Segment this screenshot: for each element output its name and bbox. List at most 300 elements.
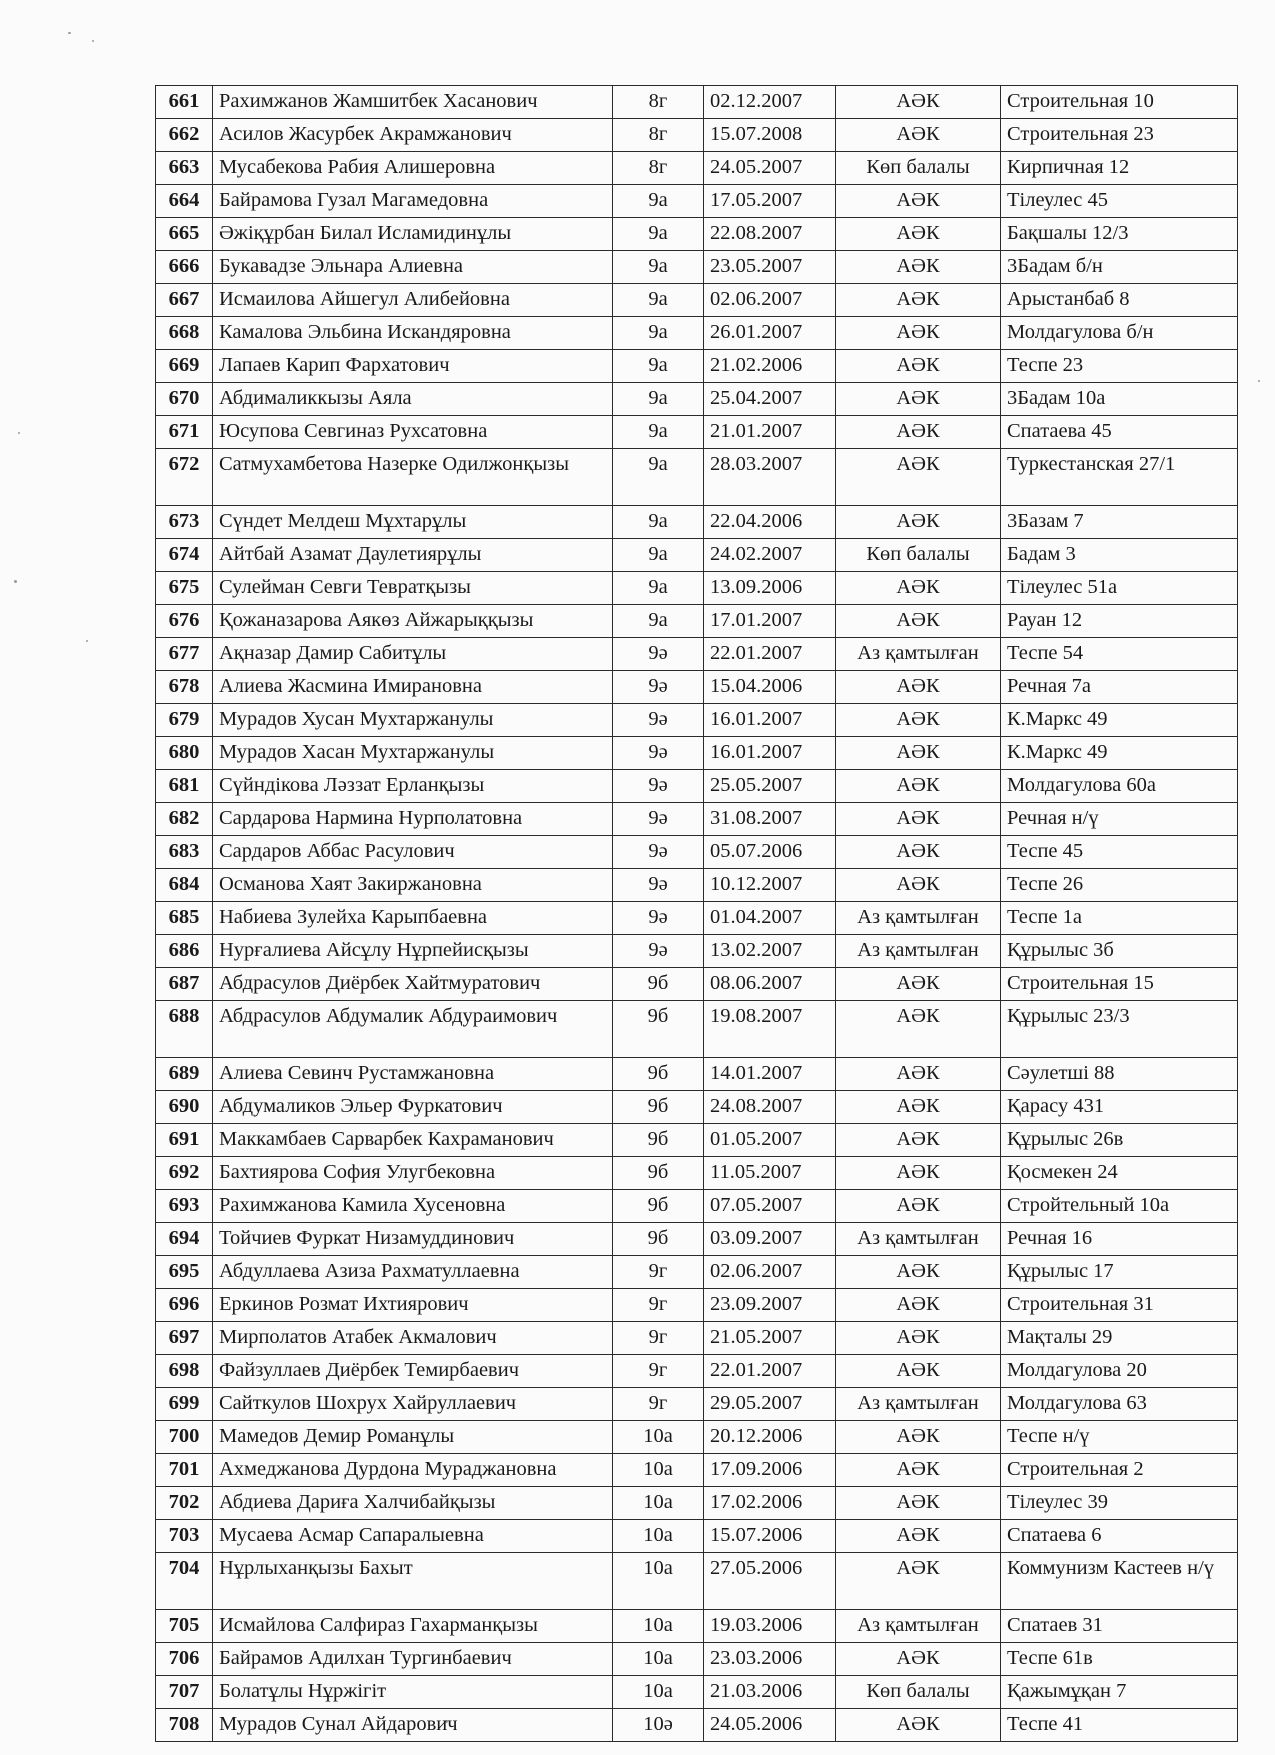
student-name-cell: Сүйндікова Ләззат Ерланқызы: [213, 770, 613, 803]
birth-date-cell: 26.01.2007: [704, 317, 836, 350]
table-row: [156, 449, 1238, 506]
home-address-cell: Стройтельный 10а: [1001, 1190, 1238, 1223]
table-row: [156, 1058, 1238, 1091]
table-row: [156, 506, 1238, 539]
row-number-cell: 663: [156, 152, 213, 185]
row-number-cell: 662: [156, 119, 213, 152]
student-name-cell: Еркинов Розмат Ихтиярович: [213, 1289, 613, 1322]
table-row: [156, 836, 1238, 869]
row-number-cell: 671: [156, 416, 213, 449]
row-number-cell: 678: [156, 671, 213, 704]
class-grade-cell: 9ә: [613, 638, 704, 671]
class-grade-cell: 9а: [613, 572, 704, 605]
home-address-cell: Молдагулова 63: [1001, 1388, 1238, 1421]
student-table-body: [156, 86, 1238, 1742]
row-number-cell: 691: [156, 1124, 213, 1157]
table-row: [156, 1421, 1238, 1454]
birth-date-cell: 13.02.2007: [704, 935, 836, 968]
home-address-cell: Теспе 41: [1001, 1709, 1238, 1742]
birth-date-cell: 01.04.2007: [704, 902, 836, 935]
class-grade-cell: 9б: [613, 1190, 704, 1223]
home-address-cell: Рауан 12: [1001, 605, 1238, 638]
table-row: [156, 1124, 1238, 1157]
home-address-cell: Кирпичная 12: [1001, 152, 1238, 185]
table-row: [156, 737, 1238, 770]
table-row: [156, 86, 1238, 119]
student-name-cell: Мирполатов Атабек Акмалович: [213, 1322, 613, 1355]
home-address-cell: Речная 7а: [1001, 671, 1238, 704]
row-number-cell: 685: [156, 902, 213, 935]
table-row: [156, 1454, 1238, 1487]
class-grade-cell: 10а: [613, 1454, 704, 1487]
home-address-cell: Спатаева 45: [1001, 416, 1238, 449]
social-category-cell: АӘК: [836, 251, 1001, 284]
student-name-cell: Әжіқұрбан Билал Исламидинұлы: [213, 218, 613, 251]
social-category-cell: Аз қамтылған: [836, 902, 1001, 935]
class-grade-cell: 9ә: [613, 704, 704, 737]
birth-date-cell: 21.03.2006: [704, 1676, 836, 1709]
table-row: [156, 1091, 1238, 1124]
home-address-cell: Бақшалы 12/3: [1001, 218, 1238, 251]
social-category-cell: АӘК: [836, 506, 1001, 539]
row-number-cell: 661: [156, 86, 213, 119]
home-address-cell: Бадам 3: [1001, 539, 1238, 572]
home-address-cell: Сәулетші 88: [1001, 1058, 1238, 1091]
social-category-cell: АӘК: [836, 1643, 1001, 1676]
student-name-cell: Абдумаликов Эльер Фуркатович: [213, 1091, 613, 1124]
class-grade-cell: 9а: [613, 218, 704, 251]
birth-date-cell: 15.04.2006: [704, 671, 836, 704]
row-number-cell: 698: [156, 1355, 213, 1388]
social-category-cell: АӘК: [836, 968, 1001, 1001]
home-address-cell: Теспе н/ү: [1001, 1421, 1238, 1454]
student-name-cell: Камалова Эльбина Искандяровна: [213, 317, 613, 350]
table-row: [156, 1223, 1238, 1256]
row-number-cell: 677: [156, 638, 213, 671]
class-grade-cell: 9ә: [613, 737, 704, 770]
row-number-cell: 664: [156, 185, 213, 218]
student-name-cell: Сүндет Мелдеш Мұхтарұлы: [213, 506, 613, 539]
row-number-cell: 700: [156, 1421, 213, 1454]
class-grade-cell: 8г: [613, 119, 704, 152]
home-address-cell: Спатаева 6: [1001, 1520, 1238, 1553]
social-category-cell: АӘК: [836, 119, 1001, 152]
home-address-cell: Теспе 54: [1001, 638, 1238, 671]
table-row: [156, 704, 1238, 737]
class-grade-cell: 10а: [613, 1643, 704, 1676]
table-row: [156, 1610, 1238, 1643]
table-row: [156, 1256, 1238, 1289]
class-grade-cell: 9ә: [613, 836, 704, 869]
birth-date-cell: 01.05.2007: [704, 1124, 836, 1157]
class-grade-cell: 9г: [613, 1322, 704, 1355]
home-address-cell: Молдагулова 20: [1001, 1355, 1238, 1388]
class-grade-cell: 9ә: [613, 902, 704, 935]
student-name-cell: Рахимжанов Жамшитбек Хасанович: [213, 86, 613, 119]
home-address-cell: Теспе 1а: [1001, 902, 1238, 935]
class-grade-cell: 10а: [613, 1520, 704, 1553]
birth-date-cell: 25.04.2007: [704, 383, 836, 416]
birth-date-cell: 02.12.2007: [704, 86, 836, 119]
birth-date-cell: 20.12.2006: [704, 1421, 836, 1454]
social-category-cell: Аз қамтылған: [836, 1388, 1001, 1421]
row-number-cell: 672: [156, 449, 213, 506]
social-category-cell: Аз қамтылған: [836, 638, 1001, 671]
home-address-cell: К.Маркс 49: [1001, 704, 1238, 737]
birth-date-cell: 02.06.2007: [704, 1256, 836, 1289]
student-name-cell: Абдиева Дариға Халчибайқызы: [213, 1487, 613, 1520]
home-address-cell: Тілеулес 39: [1001, 1487, 1238, 1520]
class-grade-cell: 9а: [613, 383, 704, 416]
class-grade-cell: 9б: [613, 968, 704, 1001]
social-category-cell: АӘК: [836, 1001, 1001, 1058]
birth-date-cell: 13.09.2006: [704, 572, 836, 605]
social-category-cell: АӘК: [836, 317, 1001, 350]
student-name-cell: Абдуллаева Азиза Рахматуллаевна: [213, 1256, 613, 1289]
student-name-cell: Сулейман Севги Тевратқызы: [213, 572, 613, 605]
student-name-cell: Мурадов Сунал Айдарович: [213, 1709, 613, 1742]
home-address-cell: Строительная 23: [1001, 119, 1238, 152]
table-row: [156, 770, 1238, 803]
table-row: [156, 251, 1238, 284]
scan-speck: [86, 640, 88, 642]
student-name-cell: Мурадов Хусан Мухтаржанулы: [213, 704, 613, 737]
birth-date-cell: 02.06.2007: [704, 284, 836, 317]
student-name-cell: Алиева Севинч Рустамжановна: [213, 1058, 613, 1091]
class-grade-cell: 10а: [613, 1421, 704, 1454]
class-grade-cell: 9а: [613, 317, 704, 350]
row-number-cell: 667: [156, 284, 213, 317]
scan-speck: [92, 40, 94, 42]
class-grade-cell: 8г: [613, 86, 704, 119]
social-category-cell: АӘК: [836, 1421, 1001, 1454]
row-number-cell: 690: [156, 1091, 213, 1124]
class-grade-cell: 9б: [613, 1157, 704, 1190]
class-grade-cell: 9а: [613, 185, 704, 218]
student-name-cell: Айтбай Азамат Даулетиярұлы: [213, 539, 613, 572]
class-grade-cell: 9б: [613, 1001, 704, 1058]
social-category-cell: АӘК: [836, 416, 1001, 449]
row-number-cell: 699: [156, 1388, 213, 1421]
social-category-cell: АӘК: [836, 86, 1001, 119]
home-address-cell: К.Маркс 49: [1001, 737, 1238, 770]
student-name-cell: Маккамбаев Сарварбек Кахраманович: [213, 1124, 613, 1157]
home-address-cell: Құрылыс 23/3: [1001, 1001, 1238, 1058]
home-address-cell: Молдагулова 60а: [1001, 770, 1238, 803]
social-category-cell: АӘК: [836, 1256, 1001, 1289]
home-address-cell: 3Бадам 10а: [1001, 383, 1238, 416]
home-address-cell: Теспе 26: [1001, 869, 1238, 902]
class-grade-cell: 10а: [613, 1676, 704, 1709]
class-grade-cell: 9б: [613, 1091, 704, 1124]
birth-date-cell: 25.05.2007: [704, 770, 836, 803]
social-category-cell: АӘК: [836, 803, 1001, 836]
student-name-cell: Нұрлыханқызы Бахыт: [213, 1553, 613, 1610]
table-row: [156, 317, 1238, 350]
social-category-cell: АӘК: [836, 770, 1001, 803]
student-name-cell: Алиева Жасмина Имирановна: [213, 671, 613, 704]
social-category-cell: Аз қамтылған: [836, 935, 1001, 968]
table-row: [156, 1157, 1238, 1190]
class-grade-cell: 10а: [613, 1553, 704, 1610]
home-address-cell: Речная 16: [1001, 1223, 1238, 1256]
row-number-cell: 679: [156, 704, 213, 737]
class-grade-cell: 9ә: [613, 671, 704, 704]
table-row: [156, 638, 1238, 671]
class-grade-cell: 9г: [613, 1388, 704, 1421]
student-name-cell: Ақназар Дамир Сабитұлы: [213, 638, 613, 671]
home-address-cell: Қарасу 431: [1001, 1091, 1238, 1124]
birth-date-cell: 16.01.2007: [704, 737, 836, 770]
student-name-cell: Сардаров Аббас Расулович: [213, 836, 613, 869]
birth-date-cell: 17.09.2006: [704, 1454, 836, 1487]
home-address-cell: Тілеулес 45: [1001, 185, 1238, 218]
student-name-cell: Асилов Жасурбек Акрамжанович: [213, 119, 613, 152]
social-category-cell: АӘК: [836, 1322, 1001, 1355]
table-row: [156, 1487, 1238, 1520]
table-row: [156, 935, 1238, 968]
student-name-cell: Нурғалиева Айсұлу Нұрпейисқызы: [213, 935, 613, 968]
birth-date-cell: 31.08.2007: [704, 803, 836, 836]
row-number-cell: 701: [156, 1454, 213, 1487]
row-number-cell: 708: [156, 1709, 213, 1742]
row-number-cell: 668: [156, 317, 213, 350]
class-grade-cell: 9а: [613, 416, 704, 449]
social-category-cell: АӘК: [836, 572, 1001, 605]
birth-date-cell: 11.05.2007: [704, 1157, 836, 1190]
table-row: [156, 1553, 1238, 1610]
social-category-cell: АӘК: [836, 737, 1001, 770]
social-category-cell: АӘК: [836, 671, 1001, 704]
home-address-cell: Строительная 15: [1001, 968, 1238, 1001]
birth-date-cell: 17.05.2007: [704, 185, 836, 218]
birth-date-cell: 24.08.2007: [704, 1091, 836, 1124]
table-row: [156, 218, 1238, 251]
table-row: [156, 968, 1238, 1001]
row-number-cell: 695: [156, 1256, 213, 1289]
birth-date-cell: 16.01.2007: [704, 704, 836, 737]
table-row: [156, 185, 1238, 218]
class-grade-cell: 9б: [613, 1058, 704, 1091]
home-address-cell: Теспе 23: [1001, 350, 1238, 383]
table-row: [156, 1355, 1238, 1388]
row-number-cell: 688: [156, 1001, 213, 1058]
social-category-cell: АӘК: [836, 1190, 1001, 1223]
social-category-cell: АӘК: [836, 1520, 1001, 1553]
birth-date-cell: 15.07.2008: [704, 119, 836, 152]
birth-date-cell: 07.05.2007: [704, 1190, 836, 1223]
social-category-cell: АӘК: [836, 1058, 1001, 1091]
row-number-cell: 673: [156, 506, 213, 539]
social-category-cell: АӘК: [836, 869, 1001, 902]
student-name-cell: Мамедов Демир Романұлы: [213, 1421, 613, 1454]
row-number-cell: 706: [156, 1643, 213, 1676]
row-number-cell: 665: [156, 218, 213, 251]
table-row: [156, 1388, 1238, 1421]
row-number-cell: 676: [156, 605, 213, 638]
table-row: [156, 350, 1238, 383]
social-category-cell: АӘК: [836, 704, 1001, 737]
social-category-cell: АӘК: [836, 218, 1001, 251]
birth-date-cell: 17.01.2007: [704, 605, 836, 638]
home-address-cell: Мақталы 29: [1001, 1322, 1238, 1355]
scan-speck: [14, 580, 17, 583]
row-number-cell: 687: [156, 968, 213, 1001]
birth-date-cell: 22.01.2007: [704, 638, 836, 671]
class-grade-cell: 9а: [613, 605, 704, 638]
social-category-cell: АӘК: [836, 185, 1001, 218]
row-number-cell: 704: [156, 1553, 213, 1610]
class-grade-cell: 9г: [613, 1355, 704, 1388]
social-category-cell: АӘК: [836, 1487, 1001, 1520]
row-number-cell: 683: [156, 836, 213, 869]
birth-date-cell: 22.04.2006: [704, 506, 836, 539]
social-category-cell: АӘК: [836, 350, 1001, 383]
row-number-cell: 707: [156, 1676, 213, 1709]
birth-date-cell: 08.06.2007: [704, 968, 836, 1001]
birth-date-cell: 21.05.2007: [704, 1322, 836, 1355]
table-row: [156, 1190, 1238, 1223]
student-name-cell: Болатұлы Нұржігіт: [213, 1676, 613, 1709]
class-grade-cell: 9б: [613, 1124, 704, 1157]
birth-date-cell: 23.03.2006: [704, 1643, 836, 1676]
birth-date-cell: 19.08.2007: [704, 1001, 836, 1058]
table-row: [156, 1520, 1238, 1553]
social-category-cell: АӘК: [836, 836, 1001, 869]
birth-date-cell: 28.03.2007: [704, 449, 836, 506]
student-name-cell: Мусабекова Рабия Алишеровна: [213, 152, 613, 185]
table-row: [156, 803, 1238, 836]
class-grade-cell: 9ә: [613, 869, 704, 902]
row-number-cell: 669: [156, 350, 213, 383]
table-row: [156, 572, 1238, 605]
student-name-cell: Букавадзе Эльнара Алиевна: [213, 251, 613, 284]
student-name-cell: Байрамова Гузал Магамедовна: [213, 185, 613, 218]
table-row: [156, 1289, 1238, 1322]
row-number-cell: 684: [156, 869, 213, 902]
row-number-cell: 666: [156, 251, 213, 284]
home-address-cell: Туркестанская 27/1: [1001, 449, 1238, 506]
social-category-cell: Аз қамтылған: [836, 1223, 1001, 1256]
birth-date-cell: 23.09.2007: [704, 1289, 836, 1322]
table-row: [156, 869, 1238, 902]
social-category-cell: АӘК: [836, 1709, 1001, 1742]
table-row: [156, 284, 1238, 317]
class-grade-cell: 9б: [613, 1223, 704, 1256]
birth-date-cell: 17.02.2006: [704, 1487, 836, 1520]
social-category-cell: АӘК: [836, 1454, 1001, 1487]
student-name-cell: Бахтиярова София Улугбековна: [213, 1157, 613, 1190]
student-name-cell: Файзуллаев Диёрбек Темирбаевич: [213, 1355, 613, 1388]
social-category-cell: АӘК: [836, 1091, 1001, 1124]
row-number-cell: 681: [156, 770, 213, 803]
class-grade-cell: 9а: [613, 539, 704, 572]
table-row: [156, 119, 1238, 152]
student-name-cell: Сатмухамбетова Назерке Одилжонқызы: [213, 449, 613, 506]
class-grade-cell: 8г: [613, 152, 704, 185]
class-grade-cell: 9а: [613, 284, 704, 317]
social-category-cell: АӘК: [836, 1355, 1001, 1388]
home-address-cell: Құрылыс 3б: [1001, 935, 1238, 968]
student-name-cell: Абдималиккызы Аяла: [213, 383, 613, 416]
home-address-cell: Құрылыс 17: [1001, 1256, 1238, 1289]
home-address-cell: Тілеулес 51а: [1001, 572, 1238, 605]
row-number-cell: 686: [156, 935, 213, 968]
birth-date-cell: 19.03.2006: [704, 1610, 836, 1643]
home-address-cell: Теспе 45: [1001, 836, 1238, 869]
table-row: [156, 671, 1238, 704]
table-row: [156, 902, 1238, 935]
row-number-cell: 696: [156, 1289, 213, 1322]
row-number-cell: 674: [156, 539, 213, 572]
row-number-cell: 680: [156, 737, 213, 770]
scan-speck: [68, 32, 71, 34]
class-grade-cell: 9а: [613, 449, 704, 506]
row-number-cell: 692: [156, 1157, 213, 1190]
row-number-cell: 693: [156, 1190, 213, 1223]
class-grade-cell: 10ә: [613, 1709, 704, 1742]
student-table: [155, 85, 1238, 1742]
social-category-cell: Аз қамтылған: [836, 1610, 1001, 1643]
student-name-cell: Османова Хаят Закиржановна: [213, 869, 613, 902]
social-category-cell: АӘК: [836, 383, 1001, 416]
home-address-cell: Арыстанбаб 8: [1001, 284, 1238, 317]
home-address-cell: Теспе 61в: [1001, 1643, 1238, 1676]
birth-date-cell: 10.12.2007: [704, 869, 836, 902]
table-row: [156, 152, 1238, 185]
birth-date-cell: 05.07.2006: [704, 836, 836, 869]
row-number-cell: 670: [156, 383, 213, 416]
table-row: [156, 605, 1238, 638]
student-name-cell: Рахимжанова Камила Хусеновна: [213, 1190, 613, 1223]
student-name-cell: Сардарова Нармина Нурполатовна: [213, 803, 613, 836]
social-category-cell: АӘК: [836, 1124, 1001, 1157]
row-number-cell: 703: [156, 1520, 213, 1553]
home-address-cell: Строительная 10: [1001, 86, 1238, 119]
student-name-cell: Мусаева Асмар Сапаралыевна: [213, 1520, 613, 1553]
home-address-cell: Строительная 31: [1001, 1289, 1238, 1322]
social-category-cell: Көп балалы: [836, 152, 1001, 185]
home-address-cell: Молдагулова б/н: [1001, 317, 1238, 350]
student-name-cell: Мурадов Хасан Мухтаржанулы: [213, 737, 613, 770]
table-row: [156, 416, 1238, 449]
table-row: [156, 1001, 1238, 1058]
home-address-cell: Речная н/ү: [1001, 803, 1238, 836]
birth-date-cell: 22.08.2007: [704, 218, 836, 251]
birth-date-cell: 21.01.2007: [704, 416, 836, 449]
class-grade-cell: 9г: [613, 1289, 704, 1322]
home-address-cell: Қосмекен 24: [1001, 1157, 1238, 1190]
birth-date-cell: 14.01.2007: [704, 1058, 836, 1091]
row-number-cell: 682: [156, 803, 213, 836]
social-category-cell: АӘК: [836, 449, 1001, 506]
birth-date-cell: 23.05.2007: [704, 251, 836, 284]
class-grade-cell: 9г: [613, 1256, 704, 1289]
student-name-cell: Набиева Зулейха Карыпбаевна: [213, 902, 613, 935]
birth-date-cell: 15.07.2006: [704, 1520, 836, 1553]
class-grade-cell: 10а: [613, 1610, 704, 1643]
row-number-cell: 694: [156, 1223, 213, 1256]
birth-date-cell: 27.05.2006: [704, 1553, 836, 1610]
row-number-cell: 689: [156, 1058, 213, 1091]
home-address-cell: Құрылыс 26в: [1001, 1124, 1238, 1157]
social-category-cell: АӘК: [836, 1289, 1001, 1322]
birth-date-cell: 22.01.2007: [704, 1355, 836, 1388]
class-grade-cell: 9ә: [613, 803, 704, 836]
scan-speck: [18, 432, 20, 434]
row-number-cell: 675: [156, 572, 213, 605]
home-address-cell: Строительная 2: [1001, 1454, 1238, 1487]
